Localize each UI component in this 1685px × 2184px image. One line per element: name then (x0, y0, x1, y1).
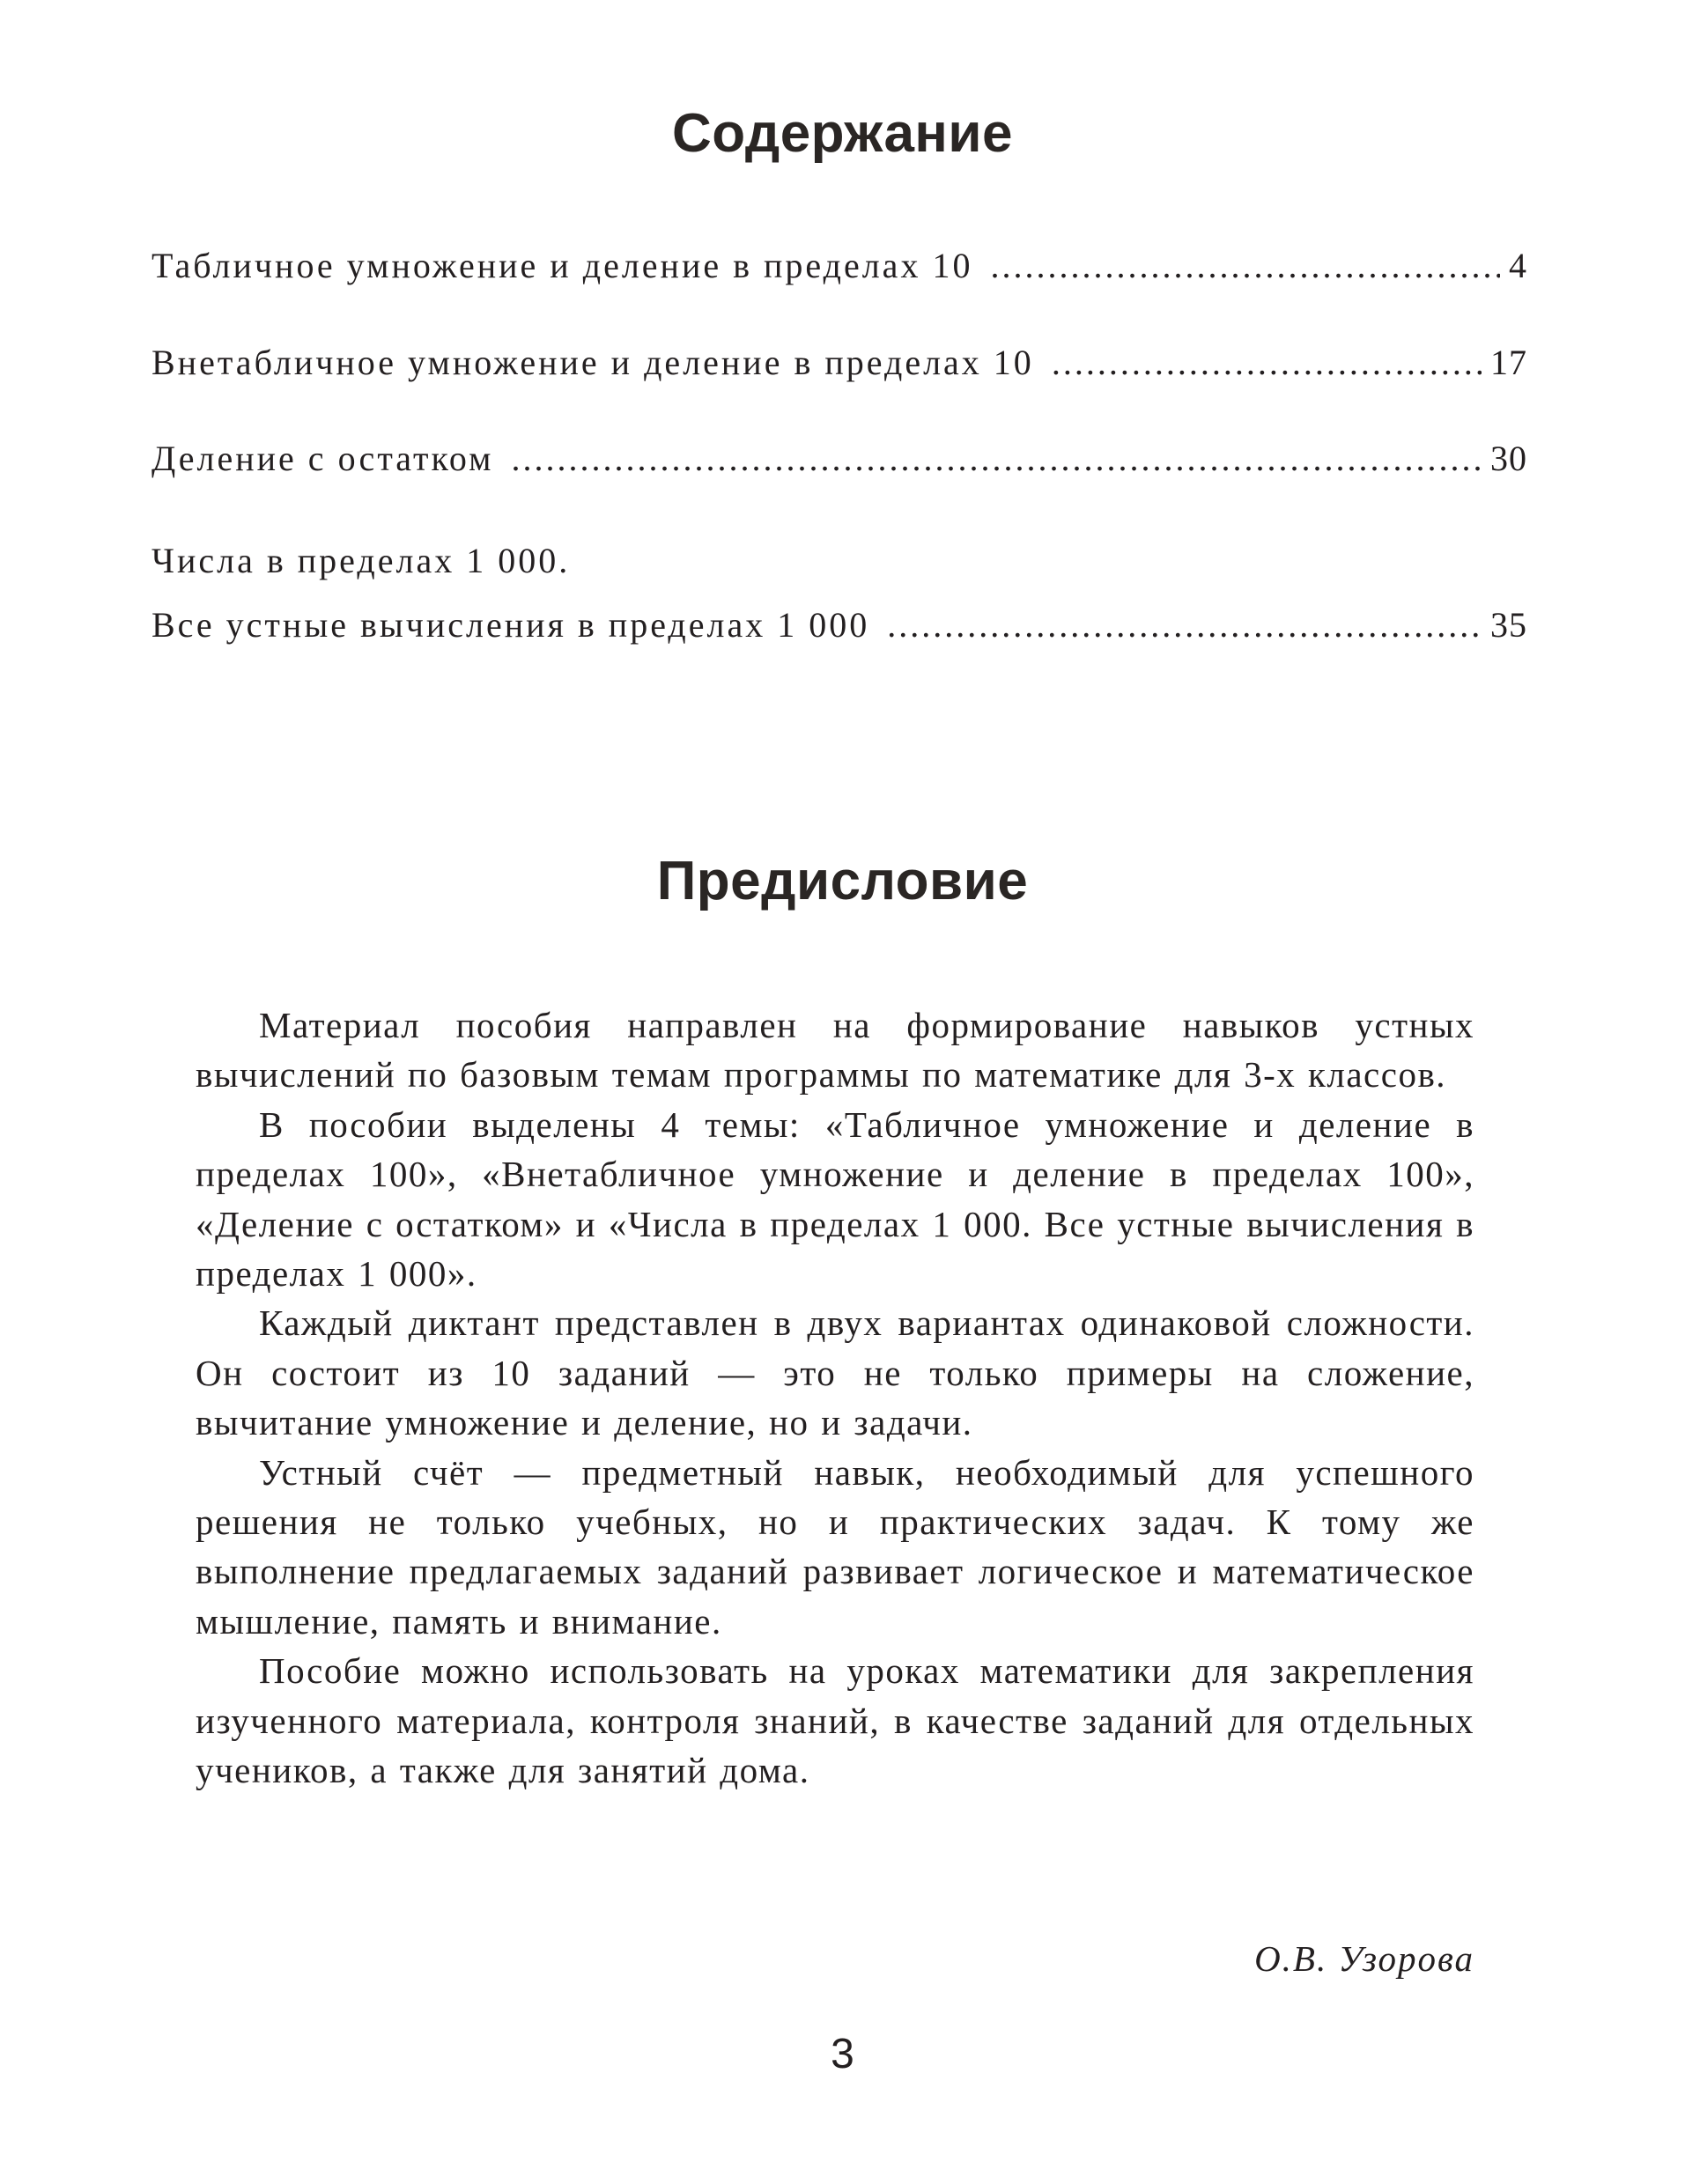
preface-body (196, 1000, 1474, 1796)
toc-leader-dots (990, 245, 1500, 287)
toc-entry (152, 604, 1527, 646)
preface-paragraph: Материал пособия направлен на формирование навыков устных вычислений по базовым темам программы по математике для 3-х классов. (196, 1005, 1474, 1096)
preface-paragraph: В пособии выделены 4 темы: «Табличное умножение и деление в пределах 100», «Внетабличное умножение и деление в пределах 100», «Деление с остатком» и «Числа в пределах 1 000. Все устные вычисления в пределах 1 000». (196, 1103, 1474, 1295)
toc-entry-page: 35 (1490, 605, 1527, 645)
toc-entry-label-line1: Числа в пределах 1 000. (152, 541, 571, 580)
toc-leader-dots (1052, 342, 1482, 384)
preface-paragraph: Устный счёт — предметный навык, необходимый для успешного решения не только учебных, но и практических задач. К тому же выполнение предлагаемых заданий развивает логическое и математическое мышление, память и внимание. (196, 1451, 1474, 1642)
preface-title: Предисловие (656, 851, 1029, 911)
preface-paragraph: Каждый диктант представлен в двух вариантах одинаковой сложности. Он состоит из 10 заданий — это не только примеры на сложение, вычитание умножение и деление, но и задачи. (196, 1302, 1474, 1443)
author-signature: О.В. Узорова (1254, 1938, 1474, 1979)
toc-entry (152, 438, 1527, 480)
toc-entry-label: Все устные вычисления в пределах 1 000 (152, 605, 870, 645)
toc-entry-page: 17 (1490, 343, 1527, 382)
toc-entry (152, 245, 1527, 287)
toc-entry-label: Табличное умножение и деление в пределах 10 (152, 246, 973, 285)
page-number: 3 (831, 2031, 854, 2077)
toc-entry-label: Деление с остатком (152, 439, 494, 478)
toc-entry-label: Внетабличное умножение и деление в пределах 10 (152, 343, 1034, 382)
toc-leader-dots (887, 604, 1482, 646)
toc-entry-page: 4 (1509, 246, 1527, 285)
toc-entry-page: 30 (1490, 439, 1527, 478)
toc-leader-dots (511, 438, 1482, 480)
toc-title: Содержание (672, 103, 1013, 164)
preface-paragraph: Пособие можно использовать на уроках математики для закрепления изученного материала, контроля знаний, в качестве заданий для отдельных учеников, а также для занятий дома. (196, 1650, 1474, 1791)
toc-entry (152, 342, 1527, 384)
